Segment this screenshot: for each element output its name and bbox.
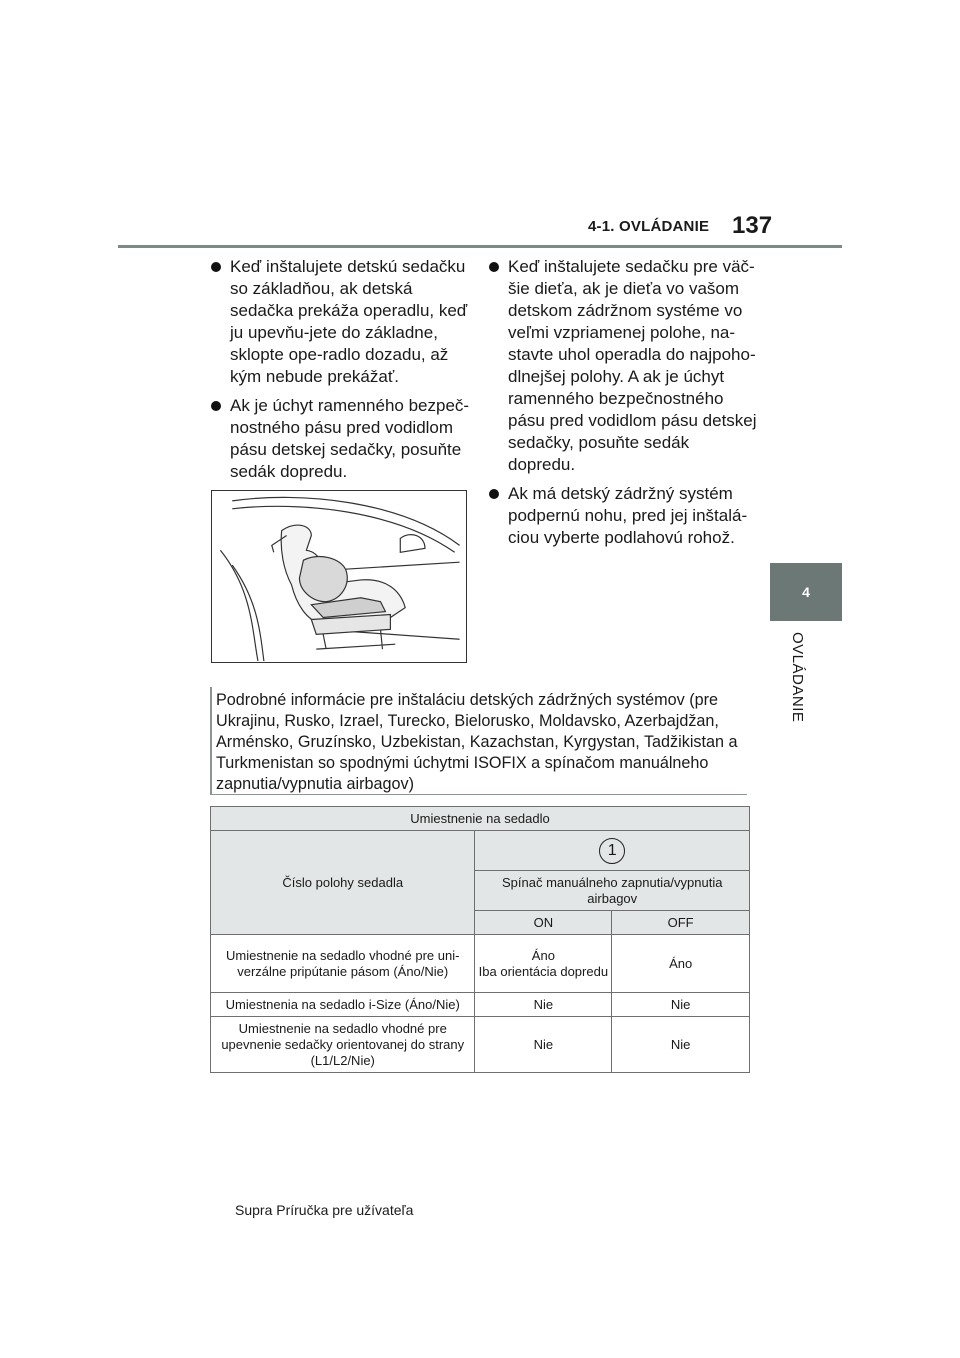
row-off-value: Áno	[612, 935, 750, 993]
chapter-label: OVLÁDANIE	[789, 632, 806, 723]
col-off: OFF	[612, 911, 750, 935]
car-seat-drawing	[212, 491, 466, 662]
section-title: 4-1. OVLÁDANIE	[588, 218, 710, 235]
header-divider	[118, 245, 842, 248]
footer-title: Supra Príručka pre užívateľa	[235, 1202, 414, 1218]
bullet-icon	[489, 489, 499, 499]
list-item	[488, 483, 758, 549]
bullet-text: Keď inštalujete sedačku pre väč-šie dieťa, ak je dieťa vo vašom detskom zádržnom systéme vo veľmi vzpriamenej polohe, na-stavte uhol operadla do najpoho-dlnejšej polohy. A ak je úchyt ramenného bezpečnostného pásu pred vodidlom pásu detskej sedačky, posuňte sedák dopredu.	[508, 257, 757, 474]
bullet-text: Keď inštalujete detskú sedačku so základňou, ak detská sedačka prekáža operadlu, keď ju upevňu-jete do základne, sklopte ope-radlo dozadu, až kým nebude prekážať.	[230, 257, 468, 386]
list-item	[488, 256, 758, 476]
row-off-value: Nie	[612, 1017, 750, 1073]
bullet-icon	[211, 262, 221, 272]
left-column	[210, 256, 472, 490]
seat-number-badge: 1	[599, 838, 625, 864]
chapter-tab[interactable]	[770, 563, 842, 621]
bullet-text: Ak je úchyt ramenného bezpeč-nostného pásu pred vodidlom pásu detskej sedačky, posuňte sedák dopredu.	[230, 396, 470, 481]
table-row	[211, 935, 750, 993]
table-row	[211, 993, 750, 1017]
col-on: ON	[475, 911, 612, 935]
bullet-text: Ak má detský zádržný systém podpernú nohu, pred jej inštalá-ciou vyberte podlahovú rohož.	[508, 484, 748, 547]
list-item	[210, 395, 472, 483]
info-note: Podrobné informácie pre inštaláciu detských zádržných systémov (pre Ukrajinu, Rusko, Izrael, Turecko, Bielorusko, Moldavsko, Azerbajdžan, Arménsko, Gruzínsko, Uzbekistan, Kazachstan, Kyrgystan, Tadžikistan a Turkmenistan so spodnými úchytmi ISOFIX a spínačom manuálneho zapnutia/vypnutia airbagov)	[216, 691, 738, 793]
info-accent-bar	[210, 687, 212, 795]
child-seat-illustration	[211, 490, 467, 663]
seat-position-table	[210, 806, 750, 1073]
value-note: Iba orientácia dopredu	[478, 963, 609, 979]
value-text: Áno	[531, 947, 555, 963]
bullet-icon	[211, 401, 221, 411]
list-item	[210, 256, 472, 388]
chapter-number: 4	[802, 584, 810, 600]
seat-number-cell	[475, 831, 750, 871]
row-on-value: Nie	[475, 1017, 612, 1073]
row-label: Umiestnenie na sedadlo vhodné pre uni-verzálne pripútanie pásom (Áno/Nie)	[211, 935, 475, 993]
table-title: Umiestnenie na sedadlo	[211, 807, 750, 831]
page-number: 137	[732, 212, 773, 239]
airbag-switch-label: Spínač manuálneho zapnutia/vypnutia airbagov	[475, 871, 750, 911]
row-label: Umiestnenia na sedadlo i-Size (Áno/Nie)	[211, 993, 475, 1017]
bullet-icon	[489, 262, 499, 272]
right-column	[488, 256, 758, 556]
info-divider	[210, 794, 747, 795]
row-on-value	[475, 935, 612, 993]
row-off-value: Nie	[612, 993, 750, 1017]
table-row	[211, 1017, 750, 1073]
row-on-value: Nie	[475, 993, 612, 1017]
seat-position-label: Číslo polohy sedadla	[211, 831, 475, 935]
row-label: Umiestnenie na sedadlo vhodné pre upevnenie sedačky orientovanej do strany (L1/L2/Nie)	[211, 1017, 475, 1073]
